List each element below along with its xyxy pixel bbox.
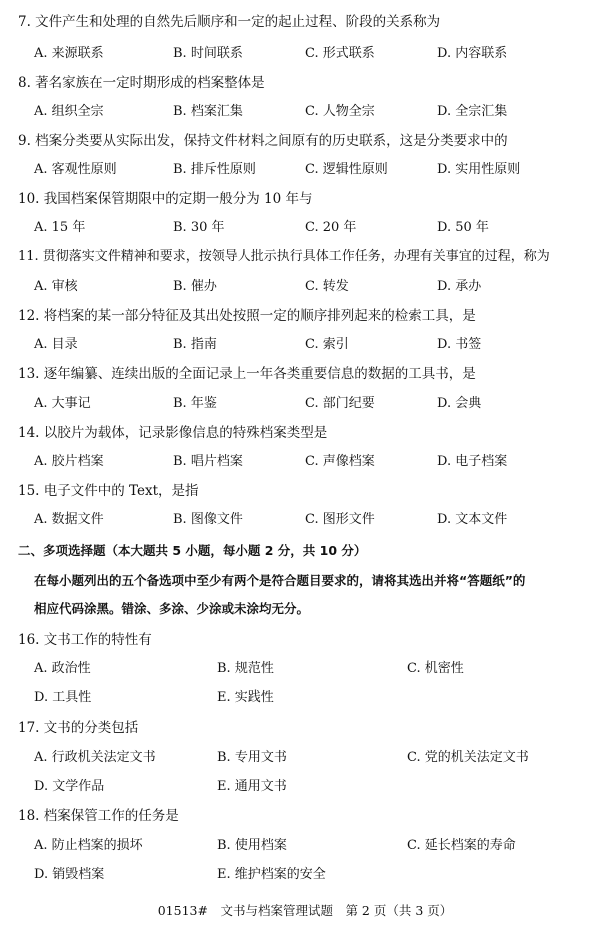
option-b: B. 年鉴 [173,396,217,411]
question-stem: 11. 贯彻落实文件精神和要求，按领导人批示执行具体工作任务，办理有关事宜的过程，称为 [18,249,550,264]
question-stem: 12. 将档案的某一部分特征及其出处按照一定的顺序排列起来的检索工具，是 [18,308,476,324]
option-a: A. 审核 [34,279,78,294]
option-b: B. 唱片档案 [173,454,243,469]
question-stem: 9. 档案分类要从实际出发，保持文件材料之间原有的历史联系，这是分类要求中的 [18,133,508,149]
option-c: C. 形式联系 [305,46,375,61]
option-d: D. 全宗汇集 [437,104,508,119]
question-stem: 10. 我国档案保管期限中的定期一般分为 10 年与 [18,191,313,207]
page-footer: 01513# 文书与档案管理试题 第 2 页（共 3 页） [157,903,453,918]
option-a: A. 组织全宗 [34,104,104,119]
option-a: A. 行政机关法定文书 [34,750,156,765]
option-c: C. 部门纪要 [305,396,375,411]
section-title: 二、多项选择题（本大题共 5 小题，每小题 2 分，共 10 分） [18,543,367,558]
option-e: E. 通用文书 [217,779,287,794]
option-d: D. 50 年 [437,220,489,235]
option-a: A. 客观性原则 [34,162,117,177]
option-c: C. 图形文件 [305,512,375,527]
option-b: B. 专用文书 [217,750,287,765]
question-stem: 14. 以胶片为载体，记录影像信息的特殊档案类型是 [18,425,328,441]
option-b: B. 图像文件 [173,512,243,527]
option-b: B. 催办 [173,279,217,294]
question-stem: 7. 文件产生和处理的自然先后顺序和一定的起止过程、阶段的关系称为 [18,14,441,30]
section-instruction: 相应代码涂黑。错涂、多涂、少涂或未涂均无分。 [34,601,310,616]
option-b: B. 使用档案 [217,838,287,853]
option-b: B. 30 年 [173,220,225,235]
option-d: D. 工具性 [34,690,92,705]
option-b: B. 规范性 [217,661,274,676]
option-c: C. 人物全宗 [305,104,375,119]
option-b: B. 时间联系 [173,46,243,61]
option-c: C. 逻辑性原则 [305,162,388,177]
option-a: A. 胶片档案 [34,454,104,469]
question-stem: 13. 逐年编纂、连续出版的全面记录上一年各类重要信息的数据的工具书，是 [18,366,476,382]
option-d: D. 会典 [437,396,482,411]
question-stem: 18. 档案保管工作的任务是 [18,808,179,824]
option-a: A. 防止档案的损坏 [34,838,143,853]
option-c: C. 延长档案的寿命 [407,838,516,853]
section-instruction: 在每小题列出的五个备选项中至少有两个是符合题目要求的，请将其选出并将“答题纸”的 [34,573,526,588]
option-a: A. 目录 [34,337,78,352]
question-stem: 16. 文书工作的特性有 [18,632,152,648]
option-e: E. 维护档案的安全 [217,867,326,882]
option-b: B. 排斥性原则 [173,162,256,177]
option-d: D. 书签 [437,337,482,352]
option-c: C. 20 年 [305,220,357,235]
option-d: D. 承办 [437,279,482,294]
option-c: C. 索引 [305,337,349,352]
option-c: C. 机密性 [407,661,464,676]
option-a: A. 15 年 [34,220,86,235]
question-stem: 15. 电子文件中的 Text，是指 [18,483,199,499]
option-a: A. 数据文件 [34,512,104,527]
option-d: D. 销毁档案 [34,867,105,882]
option-a: A. 来源联系 [34,46,104,61]
option-c: C. 党的机关法定文书 [407,750,529,765]
option-a: A. 大事记 [34,396,91,411]
question-stem: 8. 著名家族在一定时期形成的档案整体是 [18,75,265,91]
option-e: E. 实践性 [217,690,274,705]
option-c: C. 转发 [305,279,349,294]
option-a: A. 政治性 [34,661,91,676]
option-d: D. 文学作品 [34,779,105,794]
option-d: D. 内容联系 [437,46,508,61]
question-stem: 17. 文书的分类包括 [18,720,139,736]
option-b: B. 指南 [173,337,217,352]
option-d: D. 实用性原则 [437,162,521,177]
option-b: B. 档案汇集 [173,104,243,119]
option-d: D. 文本文件 [437,512,508,527]
option-d: D. 电子档案 [437,454,508,469]
option-c: C. 声像档案 [305,454,375,469]
